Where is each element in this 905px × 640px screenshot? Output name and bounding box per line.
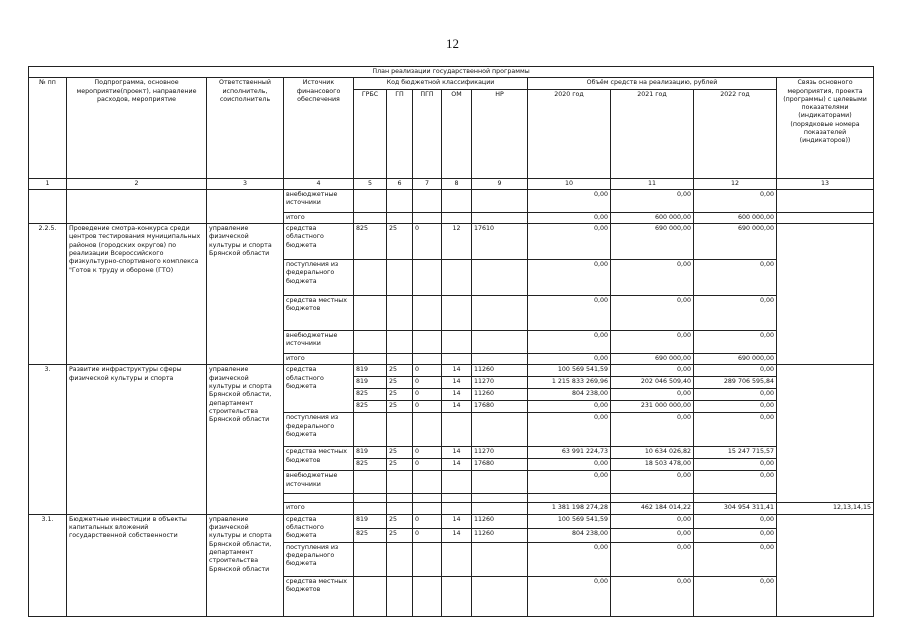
responsible-executor: управление физической культуры и спорта Брянской области (207, 224, 284, 365)
value-2021: 18 503 478,00 (611, 459, 694, 471)
value-2020: 0,00 (528, 459, 611, 471)
col-header-name: Подпрограмма, основное мероприятие(проект), направление расходов, мероприятие (67, 78, 207, 178)
code-pgp: 0 (413, 401, 442, 413)
code-om: 12 (442, 224, 472, 260)
source-label: внебюджетные источники (284, 189, 354, 212)
source-label: итого (284, 503, 354, 514)
value-2022: 0,00 (694, 514, 777, 528)
column-number: 1 (29, 178, 67, 189)
column-number: 8 (442, 178, 472, 189)
code-grbs: 825 (354, 389, 387, 401)
code-om: 14 (442, 514, 472, 528)
value-2022: 0,00 (694, 189, 777, 212)
col-header-om: ОМ (442, 89, 472, 178)
code-grbs: 819 (354, 514, 387, 528)
col-header-2022: 2022 год (694, 89, 777, 178)
page-number: 12 (446, 36, 459, 51)
code-gp: 25 (387, 389, 413, 401)
code-pgp: 0 (413, 377, 442, 389)
column-number: 7 (413, 178, 442, 189)
col-header-volume: Объём средств на реализацию, рублей (528, 78, 777, 89)
value-2022: 0,00 (694, 542, 777, 576)
value-2021: 690 000,00 (611, 354, 694, 365)
value-2021: 202 046 509,40 (611, 377, 694, 389)
source-label: внебюджетные источники (284, 471, 354, 494)
col-header-grbs: ГРБС (354, 89, 387, 178)
source-label: средства областного бюджета (284, 224, 354, 260)
code-pgp: 0 (413, 224, 442, 260)
value-2021: 0,00 (611, 331, 694, 354)
value-2022: 0,00 (694, 296, 777, 331)
col-header-2021: 2021 год (611, 89, 694, 178)
col-header-code: Код бюджетной классификации (354, 78, 528, 89)
code-grbs: 825 (354, 224, 387, 260)
code-gp: 25 (387, 224, 413, 260)
code-gp: 25 (387, 514, 413, 528)
column-number: 6 (387, 178, 413, 189)
col-header-2020: 2020 год (528, 89, 611, 178)
column-number: 2 (67, 178, 207, 189)
code-grbs: 819 (354, 365, 387, 377)
column-number: 12 (694, 178, 777, 189)
code-om: 14 (442, 365, 472, 377)
source-label: поступления из федерального бюджета (284, 260, 354, 296)
row-number: 3.1. (29, 514, 67, 616)
col-header-np: НР (472, 89, 528, 178)
col-header-pgp: ПГП (413, 89, 442, 178)
column-number-row (29, 178, 874, 189)
source-label: поступления из федерального бюджета (284, 413, 354, 447)
code-np: 11260 (472, 389, 528, 401)
value-2021: 0,00 (611, 189, 694, 212)
table-row (29, 365, 874, 377)
column-number: 9 (472, 178, 528, 189)
code-np: 17680 (472, 401, 528, 413)
row-number: 2.2.5. (29, 224, 67, 365)
value-2022: 15 247 715,57 (694, 447, 777, 459)
value-2021: 0,00 (611, 260, 694, 296)
column-number: 5 (354, 178, 387, 189)
code-gp: 25 (387, 447, 413, 459)
value-2021: 462 184 014,22 (611, 503, 694, 514)
value-2022: 600 000,00 (694, 212, 777, 223)
code-np: 11270 (472, 447, 528, 459)
column-number: 3 (207, 178, 284, 189)
code-grbs: 825 (354, 401, 387, 413)
value-2022: 289 706 595,84 (694, 377, 777, 389)
code-np: 11260 (472, 528, 528, 542)
value-2022: 0,00 (694, 413, 777, 447)
value-2021: 0,00 (611, 528, 694, 542)
col-header-gp: ГП (387, 89, 413, 178)
value-2020: 0,00 (528, 189, 611, 212)
value-2020: 1 215 833 269,96 (528, 377, 611, 389)
plan-title: План реализации государственной программы (29, 67, 874, 78)
responsible-executor: управление физической культуры и спорта Брянской области, департамент строительства Брянской области (207, 365, 284, 514)
value-2020: 63 991 224,73 (528, 447, 611, 459)
value-2021: 0,00 (611, 413, 694, 447)
value-2020: 0,00 (528, 542, 611, 576)
value-2020: 1 381 198 274,28 (528, 503, 611, 514)
source-label: поступления из федерального бюджета (284, 542, 354, 576)
source-label: средства областного бюджета (284, 514, 354, 542)
indicator-link: 12,13,14,15 (777, 503, 874, 514)
value-2022: 304 954 311,41 (694, 503, 777, 514)
value-2020: 0,00 (528, 224, 611, 260)
col-header-link: Связь основного мероприятия, проекта (программы) с целевыми показателями (индикаторами) (порядковые номера показателей (индикаторов)) (777, 78, 874, 178)
source-label: итого (284, 354, 354, 365)
value-2021: 0,00 (611, 365, 694, 377)
column-number: 11 (611, 178, 694, 189)
table-row (29, 514, 874, 528)
code-pgp: 0 (413, 459, 442, 471)
code-pgp: 0 (413, 514, 442, 528)
code-om: 14 (442, 447, 472, 459)
value-2020: 0,00 (528, 471, 611, 494)
value-2022: 0,00 (694, 331, 777, 354)
source-label: внебюджетные источники (284, 331, 354, 354)
activity-name: Бюджетные инвестиции в объекты капитальных вложений государственной собственности (67, 514, 207, 616)
code-gp: 25 (387, 365, 413, 377)
column-number: 10 (528, 178, 611, 189)
value-2020: 0,00 (528, 413, 611, 447)
code-gp: 25 (387, 377, 413, 389)
activity-name: Проведение смотра-конкурса среди центров тестирования муниципальных районов (городских округов) по реализации Всероссийского физкультурно-спортивного комплекса "Готов к труду и обороне (ГТО) (67, 224, 207, 365)
code-np: 17680 (472, 459, 528, 471)
code-np: 11260 (472, 365, 528, 377)
value-2021: 0,00 (611, 514, 694, 528)
value-2022: 690 000,00 (694, 224, 777, 260)
value-2020: 0,00 (528, 354, 611, 365)
code-pgp: 0 (413, 447, 442, 459)
column-number: 13 (777, 178, 874, 189)
code-grbs: 819 (354, 447, 387, 459)
source-label: средства областного бюджета (284, 365, 354, 413)
value-2020: 0,00 (528, 576, 611, 616)
table-row (29, 189, 874, 212)
value-2021: 600 000,00 (611, 212, 694, 223)
code-pgp: 0 (413, 528, 442, 542)
code-om: 14 (442, 528, 472, 542)
value-2022: 0,00 (694, 528, 777, 542)
code-gp: 25 (387, 401, 413, 413)
code-np: 11270 (472, 377, 528, 389)
row-number: 3. (29, 365, 67, 514)
col-header-source: Источник финансового обеспечения (284, 78, 354, 178)
value-2020: 0,00 (528, 296, 611, 331)
source-label: средства местных бюджетов (284, 447, 354, 471)
column-number: 4 (284, 178, 354, 189)
value-2022: 0,00 (694, 260, 777, 296)
value-2022: 0,00 (694, 401, 777, 413)
value-2021: 231 000 000,00 (611, 401, 694, 413)
value-2021: 10 634 026,82 (611, 447, 694, 459)
value-2021: 0,00 (611, 542, 694, 576)
table-row (29, 224, 874, 260)
code-om: 14 (442, 377, 472, 389)
code-om: 14 (442, 389, 472, 401)
code-np: 17610 (472, 224, 528, 260)
code-pgp: 0 (413, 365, 442, 377)
code-grbs: 819 (354, 377, 387, 389)
value-2022: 0,00 (694, 576, 777, 616)
value-2020: 804 238,00 (528, 389, 611, 401)
value-2021: 0,00 (611, 471, 694, 494)
value-2022: 690 000,00 (694, 354, 777, 365)
value-2020: 0,00 (528, 401, 611, 413)
code-gp: 25 (387, 528, 413, 542)
value-2022: 0,00 (694, 389, 777, 401)
value-2020: 100 569 541,59 (528, 514, 611, 528)
plan-table (28, 66, 874, 617)
col-header-num: № пп (29, 78, 67, 178)
col-header-exec: Ответственный исполнитель, соисполнитель (207, 78, 284, 178)
value-2021: 690 000,00 (611, 224, 694, 260)
source-label: средства местных бюджетов (284, 296, 354, 331)
code-om: 14 (442, 401, 472, 413)
code-grbs: 825 (354, 528, 387, 542)
value-2020: 100 569 541,59 (528, 365, 611, 377)
value-2020: 0,00 (528, 212, 611, 223)
responsible-executor: управление физической культуры и спорта Брянской области, департамент строительства Брянской области (207, 514, 284, 616)
value-2022: 0,00 (694, 471, 777, 494)
value-2022: 0,00 (694, 459, 777, 471)
value-2021: 0,00 (611, 576, 694, 616)
code-pgp: 0 (413, 389, 442, 401)
source-label: средства местных бюджетов (284, 576, 354, 616)
source-label: итого (284, 212, 354, 223)
code-np: 11260 (472, 514, 528, 528)
code-gp: 25 (387, 459, 413, 471)
value-2020: 804 238,00 (528, 528, 611, 542)
code-grbs: 825 (354, 459, 387, 471)
code-om: 14 (442, 459, 472, 471)
value-2020: 0,00 (528, 260, 611, 296)
value-2022: 0,00 (694, 365, 777, 377)
value-2021: 0,00 (611, 389, 694, 401)
value-2021: 0,00 (611, 296, 694, 331)
activity-name: Развитие инфраструктуры сферы физической культуры и спорта (67, 365, 207, 514)
value-2020: 0,00 (528, 331, 611, 354)
